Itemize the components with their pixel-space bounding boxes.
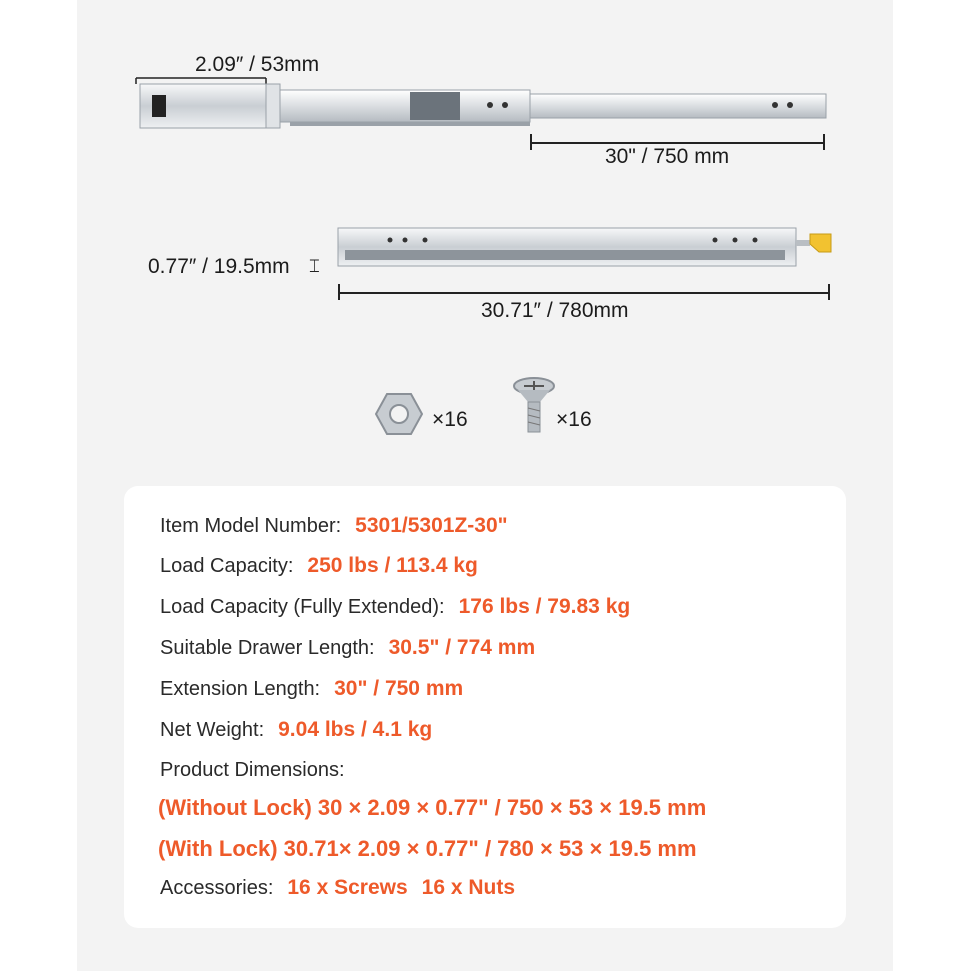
dimensions-without-lock: (Without Lock) 30 × 2.09 × 0.77" / 750 × 53 × 19.5 mm <box>158 795 707 820</box>
length-dimension-tick-right <box>828 284 830 300</box>
spec-value: 30.5" / 774 mm <box>388 636 536 659</box>
hex-nut-icon <box>375 392 423 436</box>
spec-label: Accessories: <box>160 877 274 899</box>
extension-dimension-label: 30" / 750 mm <box>605 145 730 168</box>
spec-label: Item Model Number: <box>160 515 342 537</box>
accessory-screws: 16 x Screws <box>287 876 408 899</box>
screw-quantity: ×16 <box>556 408 592 431</box>
length-dimension-label: 30.71″ / 780mm <box>481 299 629 322</box>
spec-row-load <box>160 554 478 578</box>
spec-label: Suitable Drawer Length: <box>160 637 375 659</box>
svg-text:⌶: ⌶ <box>309 256 320 274</box>
spec-label: Extension Length: <box>160 678 321 700</box>
length-dimension-tick-left <box>338 284 340 300</box>
length-dimension-line <box>338 292 829 294</box>
closed-slide-illustration <box>305 224 835 274</box>
spec-row-weight <box>160 718 432 742</box>
spec-label: Load Capacity: <box>160 555 294 577</box>
spec-row-extension <box>160 677 463 701</box>
spec-row-dimensions <box>160 759 345 782</box>
spec-value: 9.04 lbs / 4.1 kg <box>278 718 433 741</box>
spec-value: 5301/5301Z-30" <box>355 514 508 537</box>
spec-label: Load Capacity (Fully Extended): <box>160 596 445 618</box>
width-dimension-label: 2.09″ / 53mm <box>195 53 320 76</box>
spec-value: 30" / 750 mm <box>334 677 464 700</box>
screw-icon <box>512 376 556 436</box>
extension-dimension-tick-left <box>530 134 532 150</box>
nut-quantity: ×16 <box>432 408 468 431</box>
spec-row-load-extended <box>160 595 630 619</box>
extended-slide-illustration <box>130 70 840 150</box>
spec-label: Product Dimensions: <box>160 759 345 781</box>
spec-label: Net Weight: <box>160 719 265 741</box>
extension-dimension-line <box>530 142 824 144</box>
spec-row-drawer-length <box>160 636 535 660</box>
spec-row-model <box>160 514 508 538</box>
spec-value: 250 lbs / 113.4 kg <box>307 554 478 577</box>
extension-dimension-tick-right <box>823 134 825 150</box>
thickness-dimension-label: 0.77″ / 19.5mm <box>148 255 290 278</box>
spec-value: 176 lbs / 79.83 kg <box>458 595 631 618</box>
spec-row-accessories <box>160 876 515 900</box>
dimensions-with-lock: (With Lock) 30.71× 2.09 × 0.77" / 780 × 53 × 19.5 mm <box>158 836 697 861</box>
accessory-nuts: 16 x Nuts <box>421 876 516 899</box>
